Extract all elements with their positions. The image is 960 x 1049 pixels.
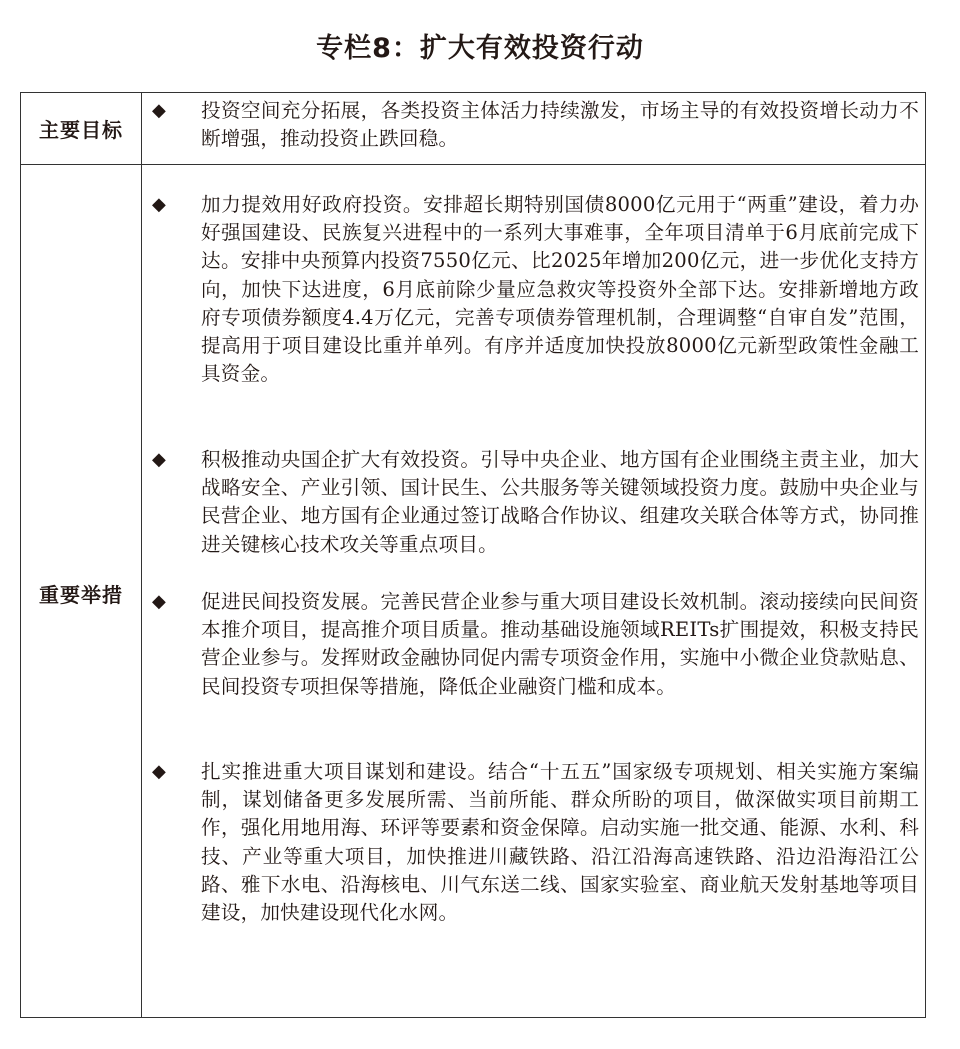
item-text: 积极推动央国企扩大有效投资。引导中央企业、地方国有企业围绕主责主业，加大战略安全、产业引领、国计民生、公共服务等关键领域投资力度。鼓励中央企业与民营企业、地方国有企业通过签订战略合作协议、组建攻关联合体等方式，协同推进关键核心技术攻关等重点项目。 — [201, 448, 919, 556]
diamond-bullet-icon: ◆ — [152, 761, 166, 782]
table-row-key-measures — [21, 165, 925, 1017]
diamond-bullet-icon: ◆ — [152, 449, 166, 470]
item-text: 投资空间充分拓展，各类投资主体活力持续激发，市场主导的有效投资增长动力不断增强，推动投资止跌回稳。 — [201, 99, 919, 151]
action-table — [20, 92, 926, 1018]
row-content-key-measures — [142, 165, 925, 1017]
item-text: 促进民间投资发展。完善民营企业参与重大项目建设长效机制。滚动接续向民间资本推介项目，提高推介项目质量。推动基础设施领域REITs扩围提效，积极支持民营企业参与。发挥财政金融协同促内需专项资金作用，实施中小微企业贷款贴息、民间投资专项担保等措施，降低企业融资门槛和成本。 — [201, 590, 919, 698]
row-label-key-measures: 重要举措 — [21, 165, 142, 1017]
item-text: 扎实推进重大项目谋划和建设。结合“十五五”国家级专项规划、相关实施方案编制，谋划储备更多发展所需、当前所能、群众所盼的项目，做深做实项目前期工作，强化用地用海、环评等要素和资金保障。启动实施一批交通、能源、水利、科技、产业等重大项目，加快推进川藏铁路、沿江沿海高速铁路、沿边沿海沿江公路、雅下水电、沿海核电、川气东送二线、国家实验室、商业航天发射基地等项目建设，加快建设现代化水网。 — [201, 760, 919, 925]
diamond-bullet-icon: ◆ — [152, 591, 166, 612]
diamond-bullet-icon: ◆ — [152, 100, 166, 121]
row-content-main-goal — [142, 93, 925, 164]
page-title: 专栏8：扩大有效投资行动 — [316, 33, 644, 64]
row-label-main-goal: 主要目标 — [21, 93, 142, 164]
diamond-bullet-icon: ◆ — [152, 194, 166, 215]
item-text: 加力提效用好政府投资。安排超长期特别国债8000亿元用于“两重”建设，着力办好强国建设、民族复兴进程中的一系列大事难事，全年项目清单于6月底前完成下达。安排中央预算内投资7550亿元、比2025年增加200亿元，进一步优化支持方向，加快下达进度，6月底前除少量应急救灾等投资外全部下达。安排新增地方政府专项债券额度4.4万亿元，完善专项债券管理机制，合理调整“自审自发”范围，提高用于项目建设比重并单列。有序并适度加快投放8000亿元新型政策性金融工具资金。 — [201, 193, 919, 386]
table-row-main-goal — [21, 93, 925, 165]
